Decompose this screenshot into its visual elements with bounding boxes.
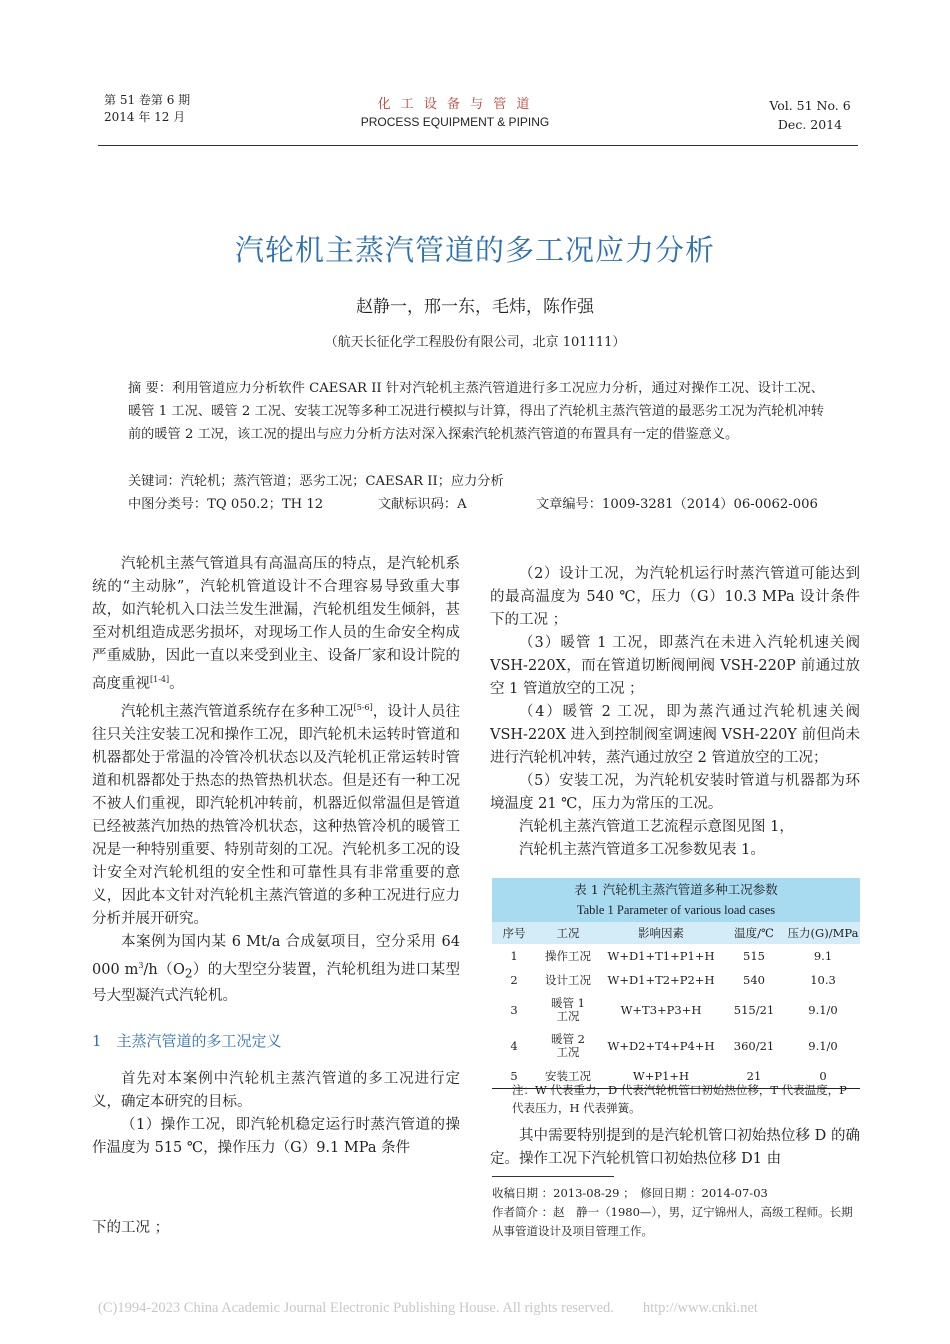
paragraph: 汽轮机主蒸汽管道多工况参数见表 1。: [519, 842, 765, 858]
paragraph: 其中需要特别提到的是汽轮机管口初始热位移 D 的确定。操作工况下汽轮机管口初始热位移 D1 由: [490, 1128, 860, 1167]
paragraph: （1）操作工况，即汽轮机稳定运行时蒸汽管道的操作温度为 515 ℃，操作压力（G）9.1 MPa 条件: [92, 1117, 460, 1156]
table-caption: 表 1 汽轮机主蒸汽管道多种工况参数 Table 1 Parameter of various load cases: [492, 878, 860, 922]
paragraph: （2）设计工况，为汽轮机运行时蒸汽管道可能达到的最高温度为 540 ℃，压力（G）10.3 MPa 设计条件下的工况 ；: [490, 566, 860, 628]
journal-name-cn: 化 工 设 备 与 管 道: [377, 97, 533, 112]
affiliation: （航天长征化学工程股份有限公司，北京 101111）: [324, 335, 626, 350]
table-header-row: 序号 工况 影响因素 温度/℃ 压力(G)/MPa: [492, 922, 860, 944]
journal-name: [330, 96, 580, 131]
paragraph: 首先对本案例中汽轮机主蒸汽管道的多工况进行定义，确定本研究的目标。: [92, 1071, 460, 1110]
abstract: 摘 要：利用管道应力分析软件 CAESAR II 针对汽轮机主蒸汽管道进行多工况应力分析，通过对操作工况、设计工况、暖管 1 工况、暖管 2 工况、安装工况等多种工况进行模拟与计算，得出了汽轮机主蒸汽管道的最恶劣工况为汽轮机冲转前的暖管 2 工况，该工况的提出与应力分析方法对深入探索汽轮机蒸汽管道的布置具有一定的借鉴意义。: [128, 381, 824, 442]
citation: [1-4]: [150, 675, 170, 684]
paper-title: 汽轮机主蒸汽管道的多工况应力分析: [234, 233, 715, 267]
footnote-divider: [492, 1176, 614, 1177]
journal-name-en: PROCESS EQUIPMENT & PIPING: [360, 115, 550, 129]
citation: [5-6]: [353, 702, 373, 712]
keywords: 关键词：汽轮机；蒸汽管道；恶劣工况；CAESAR II；应力分析: [128, 474, 504, 489]
issue-info-cn: 第 51 卷第 6 期 2014 年 12 月: [104, 93, 191, 124]
paragraph-continuation: 下的工况 ；: [92, 1220, 170, 1236]
right-column-cases: [490, 563, 860, 862]
volume: Vol. 51 No. 6: [769, 98, 851, 113]
table-row: 1 操作工况 W+D1+T1+P1+H 515 9.1: [510, 948, 833, 963]
document-code: 文献标识码：A: [378, 497, 467, 512]
paragraph: （3）暖管 1 工况，即蒸汽在未进入汽轮机速关阀 VSH-220X，而在管道切断阀闸阀 VSH-220P 前通过放空 1 管道放空的工况 ；: [490, 635, 860, 697]
section-heading: 1 主蒸汽管道的多工况定义: [92, 1032, 282, 1050]
table-row: 2 设计工况 W+D1+T2+P2+H 540 10.3: [510, 972, 836, 987]
header-divider: [98, 145, 858, 146]
author-bio: 作者简介 ：赵 静一（1980—），男，辽宁锦州人，高级工程师。长期从事管道设计及项目管理工作。: [492, 1205, 853, 1238]
authors: 赵静一，邢一东，毛炜，陈作强: [356, 297, 594, 317]
issue-info-en: [760, 96, 860, 134]
footnote: [492, 1184, 864, 1241]
paragraph: 汽轮机主蒸汽管道工艺流程示意图见图 1，: [519, 819, 794, 835]
article-number: 文章编号：1009-3281（2014）06-0062-006: [536, 497, 818, 512]
paragraph: （5）安装工况，为汽轮机安装时管道与机器都为环境温度 21 ℃，压力为常压的工况。: [490, 773, 860, 812]
paragraph: （4）暖管 2 工况，即为蒸汽通过汽轮机速关阀 VSH-220X 进入到控制阀室调速阀 VSH-220Y 前但尚未进行汽轮机冲转，蒸汽通过放空 2 管道放空的工况；: [490, 704, 860, 766]
table-row: 5 安装工况 W+P1+H 21 0: [492, 1064, 860, 1089]
right-column-continued: [490, 1125, 860, 1171]
received-dates: 收稿日期 ：2013-08-29 ； 修回日期 ：2014-07-03: [492, 1186, 768, 1200]
paragraph: 汽轮机主蒸汽管道系统存在多种工况[5-6]，设计人员往往只关注安装工况和操作工况，即汽轮机未运转时管道和机器都处于常温的冷管冷机状态以及汽轮机正常运转时管道和机器都处于热态的热管热机状态。但是还有一种工况不被人们重视，即汽轮机冲转前，机器近似常温但是管道已经被蒸汽加热的热管冷机状态，这种热管冷机的暖管工况是一种特别重要、特别苛刻的工况。汽轮机多工况的设计安全对汽轮机组的安全性和可靠性具有非常重要的意义，因此本文针对汽轮机主蒸汽管道的多种工况进行应力分析并展开研究。: [92, 702, 461, 927]
parameter-table: [492, 878, 860, 1089]
table-row: 3 暖管 1 工况 W+T3+P3+H 515/21 9.1/0: [510, 996, 838, 1023]
table-note: 注：W 代表重力，D 代表汽轮机管口初始热位移，T 代表温度，P 代表压力，H 代表弹簧。: [512, 1083, 847, 1115]
issue-date: Dec. 2014: [777, 117, 843, 132]
table-row: 4 暖管 2 工况 W+D2+T4+P4+H 360/21 9.1/0: [510, 1032, 838, 1059]
paragraph: 汽轮机主蒸气管道具有高温高压的特点，是汽轮机系统的“主动脉”，汽轮机管道设计不合理容易导致重大事故，如汽轮机入口法兰发生泄漏，汽轮机组发生倾斜，甚至对机组造成恶劣损坏，对现场工作人员的生命安全构成严重威胁，因此一直以来受到业主、设备厂家和设计院的高度重视[1-4]。: [92, 556, 460, 692]
clc-number: 中图分类号：TQ 050.2；TH 12: [128, 497, 324, 512]
section1-body: [92, 1068, 460, 1160]
copyright-watermark: (C)1994-2023 China Academic Journal Electronic Publishing House. All rights reserved. http://www.cnki.net: [98, 1300, 758, 1316]
paragraph: 本案例为国内某 6 Mt/a 合成氨项目，空分采用 64 000 $m^3/h(O_2)$的大型空分装置，汽轮机组为进口某型号大型凝汽式汽轮机。: [92, 933, 460, 1005]
left-column-intro: [92, 553, 460, 1008]
